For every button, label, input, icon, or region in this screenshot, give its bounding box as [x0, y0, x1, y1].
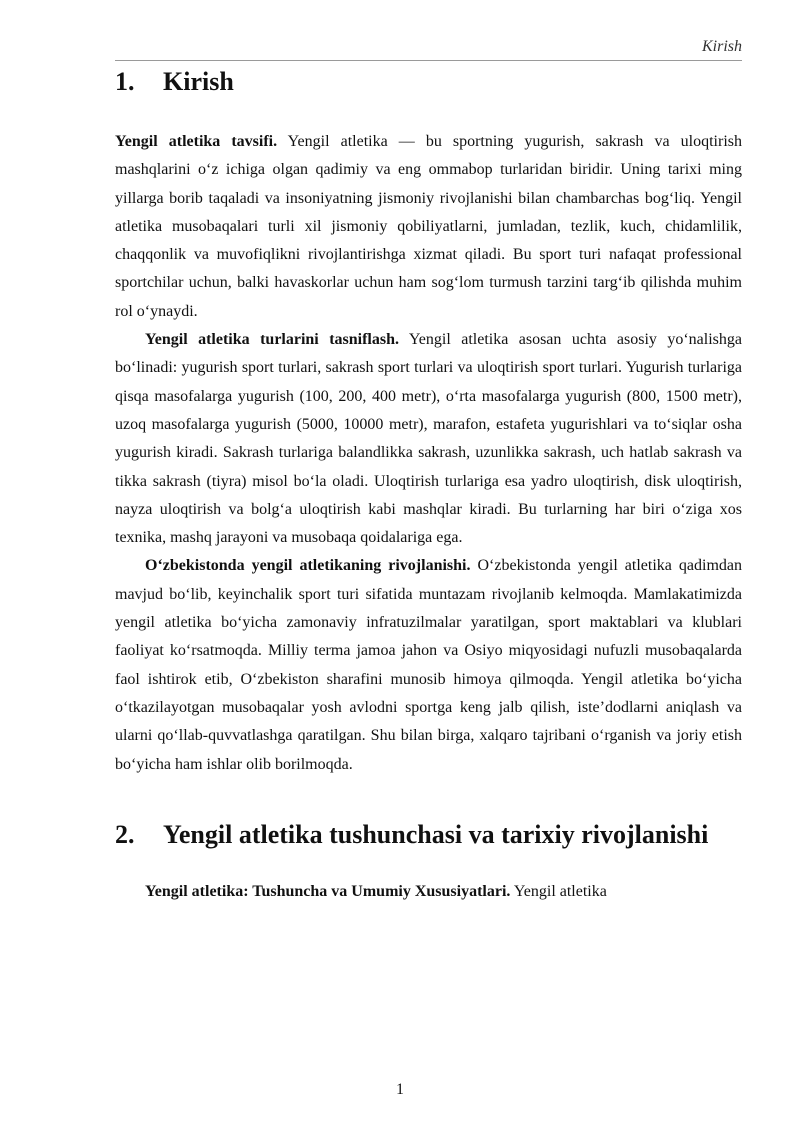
section-number: 2.: [115, 819, 135, 849]
section-title: Kirish: [163, 67, 234, 96]
paragraph-lead: Yengil atletika tavsifi.: [115, 133, 278, 150]
paragraph-description: [115, 128, 742, 326]
section-spacer: [115, 779, 742, 815]
paragraph-text: Yengil atletika: [510, 882, 607, 900]
paragraph-concept: [115, 878, 742, 906]
header-rule: [115, 60, 742, 61]
section-number: 1.: [115, 67, 135, 96]
paragraph-classification: [115, 326, 742, 552]
section-title: Yengil atletika tushunchasi va tarixiy rivojlanishi: [163, 819, 709, 849]
page-body: [115, 62, 742, 906]
paragraph-text: O‘zbekistonda yengil atletika qadimdan mavjud bo‘lib, keyinchalik sport turi sifatida muntazam rivojlanib kelmoqda. Mamlakatimizda yengil atletika bo‘yicha zamonaviy infratuzilmalar yaratilgan, sport maktablari va klublari faoliyat ko‘rsatmoqda. Milliy terma jamoa jahon va Osiyo miqyosidagi nufuzli musobaqalarda faol ishtirok etib, O‘zbekiston sharafini munosib himoya qilmoqda. Yengil atletika bo‘yicha o‘tkazilayotgan musobaqalar yosh avlodni sportga keng jalb qilish, iste’dodlarni aniqlash va ularni qo‘llab-quvvatlashga qaratilgan. Shu bilan birga, xalqaro tajribani o‘rganish va joriy etish bo‘yicha ham ishlar olib borilmoqda.: [115, 557, 742, 773]
section-heading-2: [115, 815, 742, 855]
paragraph-lead: Yengil atletika: Tushuncha va Umumiy Xususiyatlari.: [145, 882, 511, 900]
paragraph-text: Yengil atletika — bu sportning yugurish, sakrash va uloqtirish mashqlarini o‘z ichiga olgan qadimiy va eng ommabop turlaridan biridir. Uning tarixi ming yillarga borib taqaladi va insoniyatning jismoniy rivojlanishi bilan chambarchas bog‘liq. Yengil atletika musobaqalari turli xil jismoniy qobiliyatlarni, jumladan, tezlik, kuch, chidamlilik, chaqqonlik va muvofiqlikni rivojlantirishga xizmat qiladi. Bu sport turi nafaqat professional sportchilar uchun, balki havaskorlar uchun ham sog‘lom turmush tarzini targ‘ib qilishda muhim rol o‘ynaydi.: [115, 133, 742, 320]
running-header: Kirish: [701, 38, 742, 55]
paragraph-lead: O‘zbekistonda yengil atletikaning rivojlanishi.: [145, 557, 471, 575]
paragraph-text: Yengil atletika asosan uchta asosiy yo‘nalishga bo‘linadi: yugurish sport turlari, sakrash sport turlari va uloqtirish sport turlari. Yugurish turlariga qisqa masofalarga yugurish (100, 200, 400 metr), o‘rta masofalarga yugurish (800, 1500 metr), uzoq masofalarga yugurish (5000, 10000 metr), marafon, estafeta yugurishlari va to‘siqlar osha yugurish kiradi. Sakrash turlariga balandlikka sakrash, uzunlikka sakrash, uch hatlab sakrash va tikka sakrash (tiyra) misol bo‘la oladi. Uloqtirish turlariga esa yadro uloqtirish, disk uloqtirish, nayza uloqtirish va bolg‘a uloqtirish kabi mashqlar kiradi. Bu turlarning har biri o‘ziga xos texnika, mashq jarayoni va musobaqa qoidalariga ega.: [115, 331, 743, 547]
paragraph-uzbekistan: [115, 552, 742, 778]
paragraph-lead: Yengil atletika turlarini tasniflash.: [145, 331, 399, 349]
section-heading-1: [115, 62, 742, 102]
page-number: 1: [396, 1081, 404, 1098]
